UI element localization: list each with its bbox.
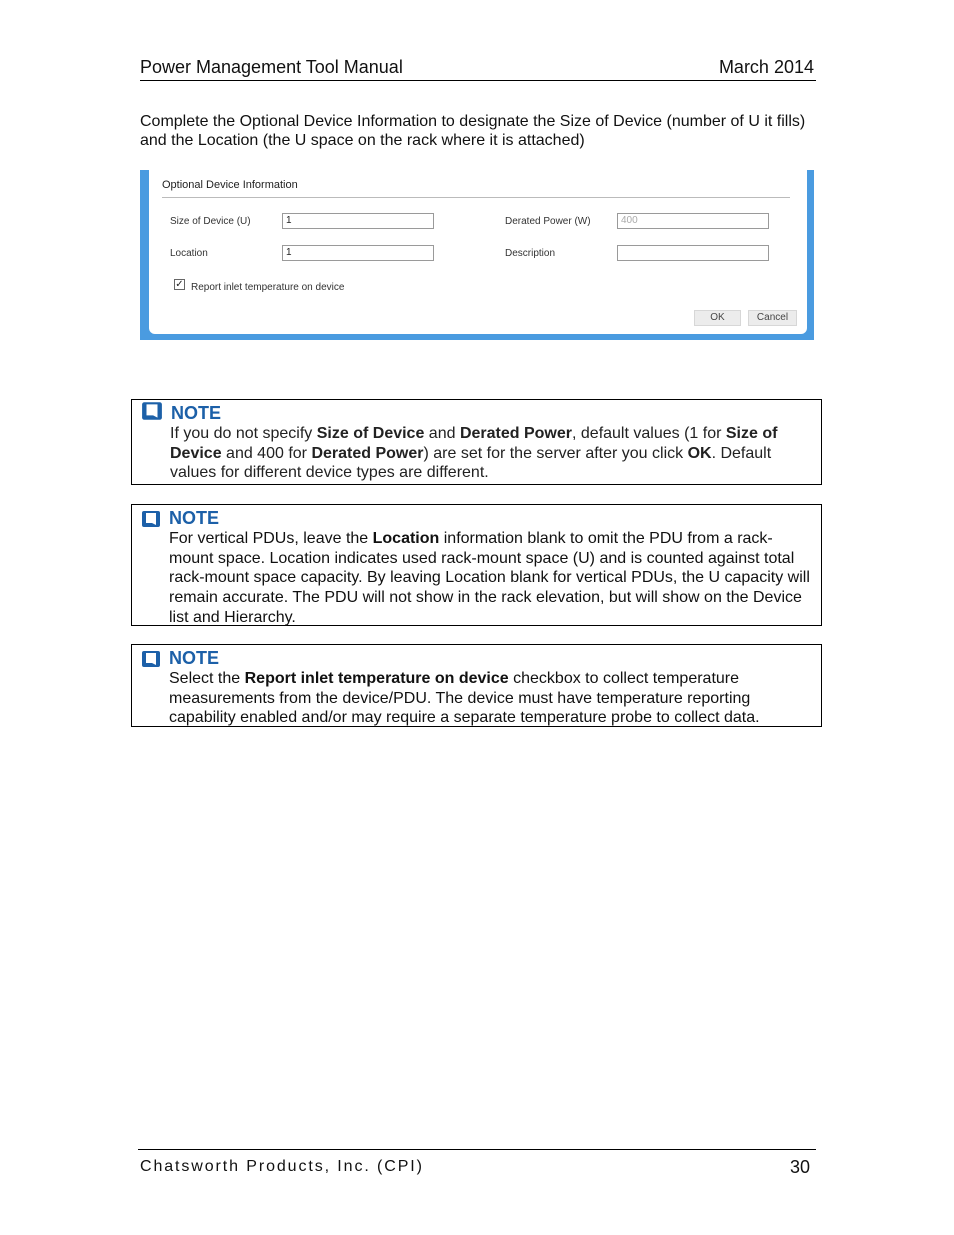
report-temperature-label: Report inlet temperature on device — [191, 282, 345, 293]
header-date: March 2014 — [718, 57, 814, 77]
dialog-screenshot — [140, 170, 814, 340]
note-vertical-pdu-location — [131, 504, 822, 626]
checkmark-icon: ✓ — [175, 279, 184, 290]
cancel-button[interactable]: Cancel — [748, 310, 797, 326]
ok-button[interactable]: OK — [694, 310, 741, 326]
size-of-device-input[interactable]: 1 — [282, 213, 434, 229]
note-book-icon — [141, 510, 161, 528]
page-header — [140, 56, 816, 81]
footer-rule — [138, 1149, 816, 1150]
note-book-icon — [141, 401, 163, 421]
optional-device-dialog — [149, 170, 807, 334]
footer-company: Chatsworth Products, Inc. (CPI) — [140, 1158, 424, 1175]
note-body: For vertical PDUs, leave the Location information blank to omit the PDU from a rack-mount space. Location indicates used rack-mount space (U) and is counted against total rack-mount space capacity. By leaving Location blank for vertical PDUs, the U capacity will remain accurate. The PDU will not show in the rack elevation, but will show on the Device list and Hierarchy. — [169, 530, 810, 626]
page-number: 30 — [790, 1157, 811, 1177]
note-size-defaults — [131, 399, 822, 485]
note-book-icon — [141, 650, 161, 668]
note-title: NOTE — [169, 508, 220, 528]
description-input[interactable] — [617, 245, 769, 261]
manual-title: Power Management Tool Manual — [140, 57, 403, 77]
size-of-device-label: Size of Device (U) — [170, 216, 251, 227]
location-input[interactable]: 1 — [282, 245, 434, 261]
derated-power-input[interactable]: 400 — [617, 213, 769, 229]
note-title: NOTE — [169, 648, 220, 668]
location-label: Location — [170, 248, 208, 259]
dialog-divider — [162, 197, 790, 198]
dialog-title: Optional Device Information — [162, 179, 298, 191]
note-body: If you do not specify Size of Device and Derated Power, default values (1 for Size of Device and 400 for Derated Power) are set for the server after you click OK. Default values for different device types are different. — [170, 425, 778, 482]
report-temperature-checkbox[interactable] — [174, 279, 185, 290]
derated-power-label: Derated Power (W) — [505, 216, 591, 227]
note-body: Select the Report inlet temperature on device checkbox to collect temperature measurements from the device/PDU. The device must have temperature reporting capability enabled and/or may require a separate temperature probe to collect data. — [169, 670, 760, 727]
note-inlet-temperature — [131, 644, 822, 727]
note-title: NOTE — [171, 403, 222, 423]
intro-paragraph: Complete the Optional Device Information to designate the Size of Device (number of U it fills) and the Location (the U space on the rack where it is attached) — [140, 113, 806, 149]
description-label: Description — [505, 248, 556, 259]
